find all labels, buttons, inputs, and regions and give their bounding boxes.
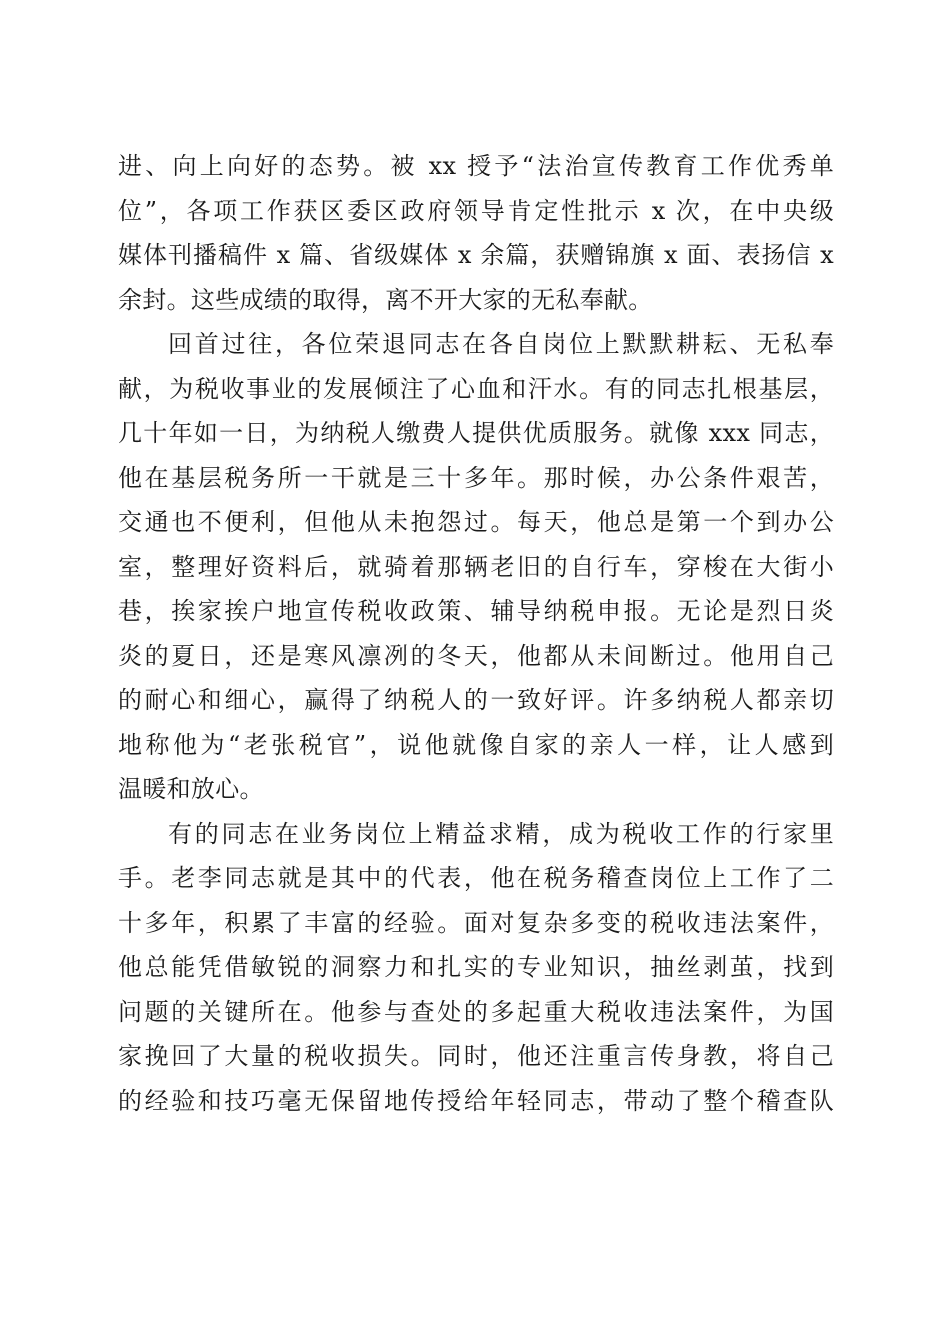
text-line: 问题的关键所在。他参与查处的多起重大税收违法案件，为国 [118, 997, 834, 1026]
text-line: 他总能凭借敏锐的洞察力和扎实的专业知识，抽丝剥茧，找到 [118, 953, 834, 981]
text-line: 的耐心和细心，赢得了纳税人的一致好评。许多纳税人都亲切 [118, 686, 834, 714]
text-line: 献，为税收事业的发展倾注了心血和汗水。有的同志扎根基层， [118, 374, 834, 403]
document-body [118, 144, 834, 1123]
text-line: 室，整理好资料后，就骑着那辆老旧的自行车，穿梭在大街小 [118, 552, 834, 581]
text-line: 的经验和技巧毫无保留地传授给年轻同志，带动了整个稽查队 [118, 1086, 834, 1115]
text-line: 进、向上向好的态势。被 xx 授予“法治宣传教育工作优秀单 [118, 152, 834, 180]
text-line: 温暖和放心。 [118, 775, 264, 803]
text-line: 余封。这些成绩的取得，离不开大家的无私奉献。 [118, 285, 653, 314]
text-line: 位”，各项工作获区委区政府领导肯定性批示 x 次，在中央级 [118, 196, 834, 225]
text-line: 交通也不便利，但他从未抱怨过。每天，他总是第一个到办公 [118, 508, 834, 536]
text-line: 巷，挨家挨户地宣传税收政策、辅导纳税申报。无论是烈日炎 [118, 597, 834, 625]
text-line: 几十年如一日，为纳税人缴费人提供优质服务。就像 xxx 同志， [118, 419, 834, 447]
text-line: 十多年，积累了丰富的经验。面对复杂多变的税收违法案件， [118, 908, 834, 937]
text-line: 地称他为“老张税官”，说他就像自家的亲人一样，让人感到 [118, 730, 834, 759]
text-line: 手。老李同志就是其中的代表，他在税务稽查岗位上工作了二 [118, 864, 834, 892]
text-line: 他在基层税务所一干就是三十多年。那时候，办公条件艰苦， [118, 463, 834, 492]
text-line: 炎的夏日，还是寒风凛冽的冬天，他都从未间断过。他用自己 [118, 641, 834, 670]
paragraph-first-line: 回首过往，各位荣退同志在各自岗位上默默耕耘、无私奉 [168, 330, 834, 358]
paragraph-first-line: 有的同志在业务岗位上精益求精，成为税收工作的行家里 [168, 819, 834, 848]
text-line: 家挽回了大量的税收损失。同时，他还注重言传身教，将自己 [118, 1042, 834, 1070]
text-line: 媒体刊播稿件 x 篇、省级媒体 x 余篇，获赠锦旗 x 面、表扬信 x [118, 241, 834, 269]
